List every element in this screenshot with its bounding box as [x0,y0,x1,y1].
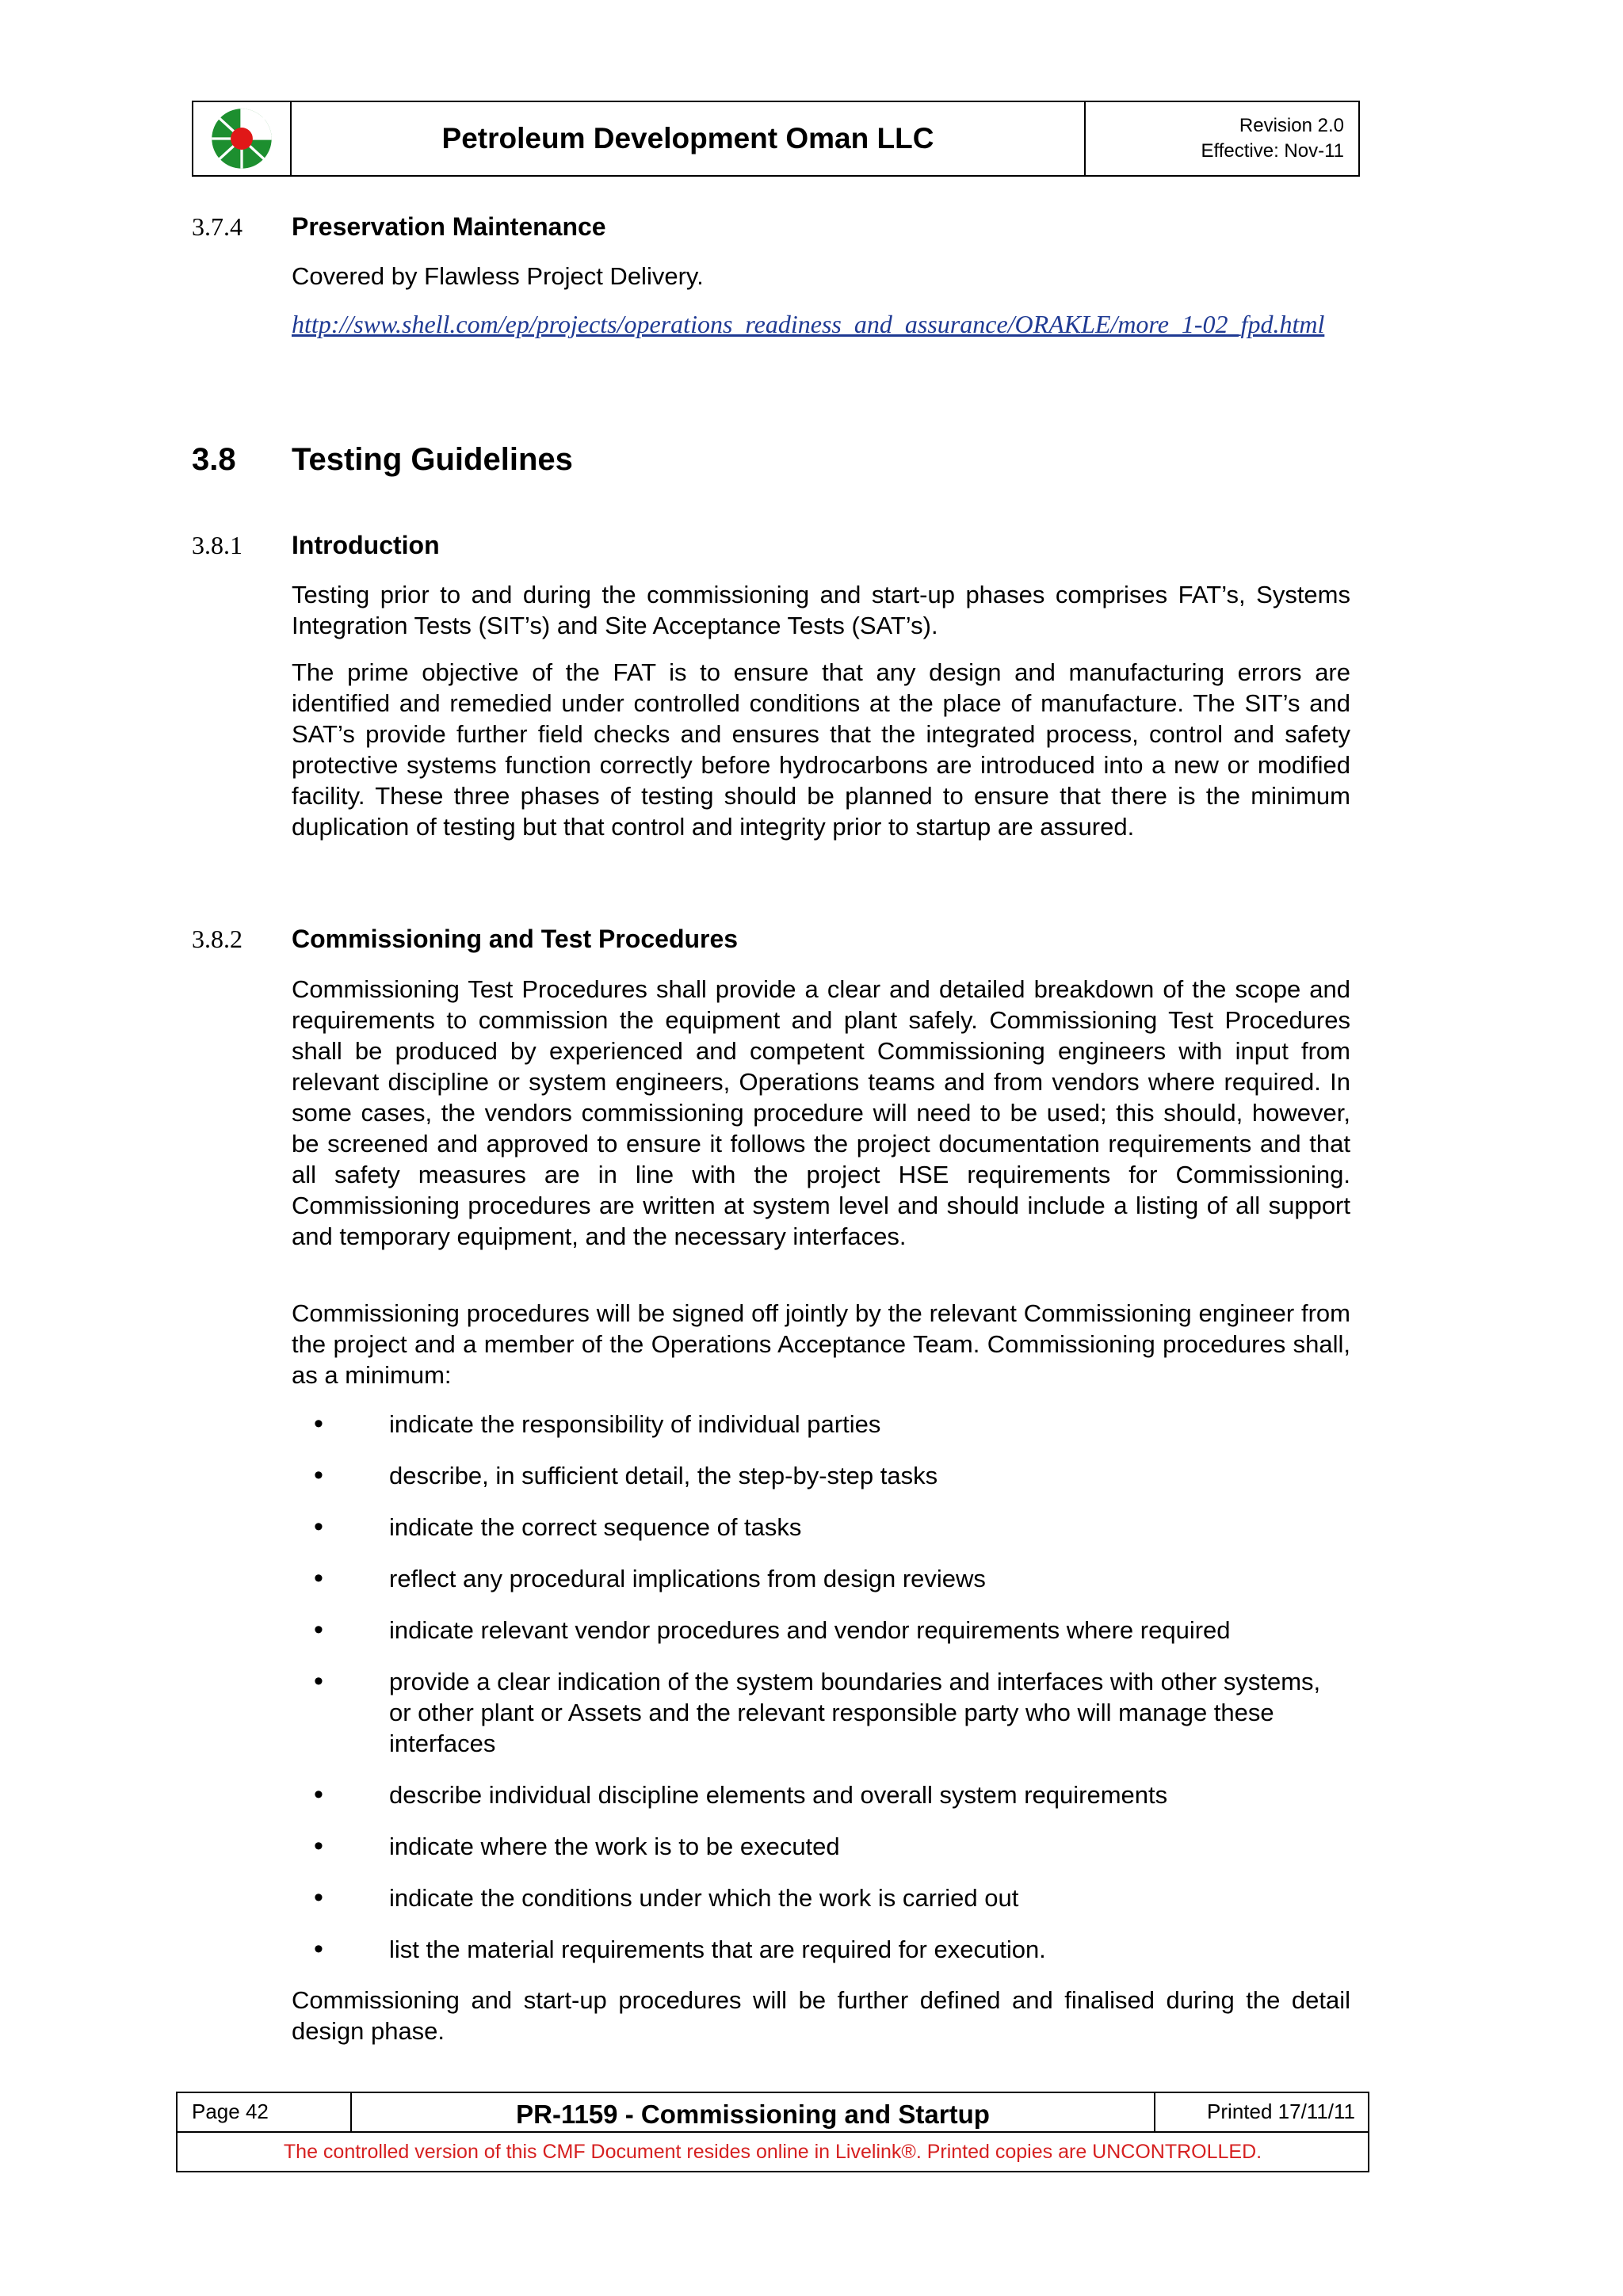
orakle-link[interactable]: http://sww.shell.com/ep/projects/operations_readiness_and_assurance/ORAKLE/more_1-02_fpd.html [292,310,1325,338]
section-number: 3.7.4 [192,212,242,241]
bullet-marker: • [314,1831,323,1861]
list-item: provide a clear indication of the system boundaries and interfaces with other systems, or other plant or Assets and the relevant responsible party who will manage these interfaces [389,1668,1321,1757]
bullet-marker: • [314,1779,323,1810]
company-name: Petroleum Development Oman LLC [292,102,1086,175]
section-number: 3.8 [192,442,236,477]
section-title: Commissioning and Test Procedures [292,925,739,953]
list-item: indicate relevant vendor procedures and vendor requirements where required [389,1616,1231,1644]
bullet-marker: • [314,1934,323,1964]
bullet-marker: • [314,1615,323,1645]
bullet-marker: • [314,1409,323,1439]
printed-date: Printed 17/11/11 [1207,2100,1355,2123]
section-title: Introduction [292,531,440,559]
paragraph: Commissioning procedures will be signed off jointly by the relevant Commissioning engineer from the project and a member of the Operations Acceptance Team. Commissioning procedures shall, as a minimum: [292,1299,1350,1389]
list-item: indicate the correct sequence of tasks [389,1513,802,1541]
bullet-marker: • [314,1460,323,1490]
bullet-marker: • [314,1882,323,1913]
list-item: indicate where the work is to be executed [389,1833,840,1860]
list-item: reflect any procedural implications from design reviews [389,1565,986,1592]
page-header [192,101,1360,177]
list-item: indicate the responsibility of individual parties [389,1410,881,1438]
paragraph: Commissioning Test Procedures shall provide a clear and detailed breakdown of the scope and requirements to commission the equipment and plant safely. Commissioning Test Procedures shall be produced by experienced and competent Commissioning engineers with input from relevant discipline or system engineers, Operations teams and from vendors where required. In some cases, the vendors commissioning procedure will need to be used; this should, however, be screened and approved to ensure it follows the project documentation requirements and that all safety measures are in line with the project HSE requirements for Commissioning. Commissioning procedures are written at system level and should include a listing of all support and temporary equipment, and the necessary interfaces. [292,975,1350,1250]
pdo-logo [193,102,292,175]
list-item: describe individual discipline elements and overall system requirements [389,1781,1168,1809]
paragraph: Commissioning and start-up procedures will be further defined and finalised during the detail design phase. [292,1986,1350,2045]
document-title: PR-1159 - Commissioning and Startup [352,2093,1155,2131]
bullet-marker: • [314,1666,323,1696]
bullet-marker: • [314,1512,323,1542]
effective-date: Effective: Nov-11 [1201,140,1344,162]
revision-info [1086,102,1358,175]
list-item: describe, in sufficient detail, the step-by-step tasks [389,1462,938,1489]
paragraph: Covered by Flawless Project Delivery. [292,262,704,290]
bullet-marker: • [314,1563,323,1593]
uncontrolled-notice: The controlled version of this CMF Document resides online in Livelink®. Printed copies are UNCONTROLLED. [283,2141,1262,2163]
paragraph: The prime objective of the FAT is to ensure that any design and manufacturing errors are identified and remedied under controlled conditions at the place of manufacture. The SIT’s and SAT’s provide further field checks and ensures that the integrated process, control and safety protective systems function correctly before hydrocarbons are introduced into a new or modified facility. These three phases of testing should be planned to ensure that there is the minimum duplication of testing but that control and integrity prior to startup are assured. [292,658,1350,841]
pdo-logo-icon [209,106,274,171]
revision: Revision 2.0 [1239,115,1344,136]
list-item: indicate the conditions under which the work is carried out [389,1884,1019,1912]
paragraph: Testing prior to and during the commissioning and start-up phases comprises FAT’s, Systems Integration Tests (SIT’s) and Site Acceptance Tests (SAT’s). [292,581,1350,639]
section-title: Preservation Maintenance [292,212,606,241]
list-item: list the material requirements that are required for execution. [389,1936,1046,1963]
section-number: 3.8.2 [192,925,242,953]
page-footer [176,2092,1369,2172]
page-number: Page 42 [178,2093,352,2131]
section-title: Testing Guidelines [292,442,573,477]
section-number: 3.8.1 [192,531,242,559]
